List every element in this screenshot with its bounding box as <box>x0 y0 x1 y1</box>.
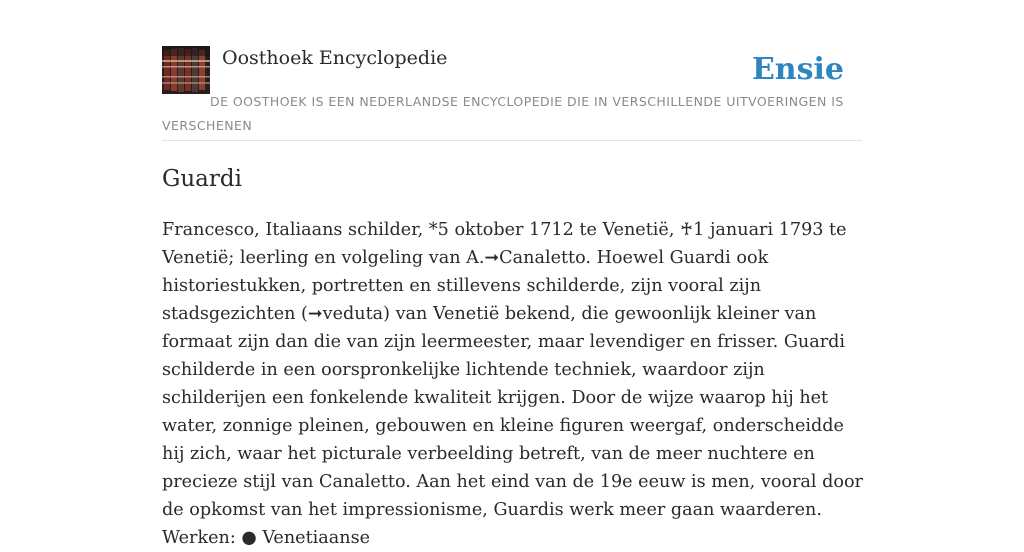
books-icon <box>162 46 210 94</box>
article-title: Guardi <box>162 166 242 192</box>
ensie-logo[interactable]: Ensie <box>751 52 844 87</box>
article-body: Francesco, Italiaans schilder, *5 oktober 1712 te Venetië, ♰1 januari 1793 te Venetië; leerling en volgeling van A.➞Canaletto. Hoewel Guardi ook historiestukken, portretten en stillevens schilderde, zijn vooral zijn stadsgezichten (➞veduta) van Venetië bekend, die gewoonlijk kleiner van formaat zijn dan die van zijn leermeester, maar levendiger en frisser. Guardi schilderde in een oorspronkelijke lichtende techniek, waardoor zijn schilderijen een fonkelende kwaliteit krijgen. Door de wijze waarop hij het water, zonnige pleinen, gebouwen en kleine figuren weergaf, onderscheidde hij zich, waar het picturale verbeelding betreft, van de meer nuchtere en precieze stijl van Canaletto. Aan het eind van de 19e eeuw is men, vooral door de opkomst van het impressionisme, Guardis werk meer gaan waarderen. Werken: ● Venetiaanse <box>162 220 863 548</box>
site-header <box>162 46 862 141</box>
site-name-link[interactable]: Oosthoek Encyclopedie <box>222 47 448 69</box>
site-tagline: DE OOSTHOEK IS EEN NEDERLANDSE ENCYCLOPEDIE DIE IN VERSCHILLENDE UITVOERINGEN IS VERSCHENEN <box>162 94 844 133</box>
encyclopedia-books-avatar[interactable] <box>162 46 210 94</box>
